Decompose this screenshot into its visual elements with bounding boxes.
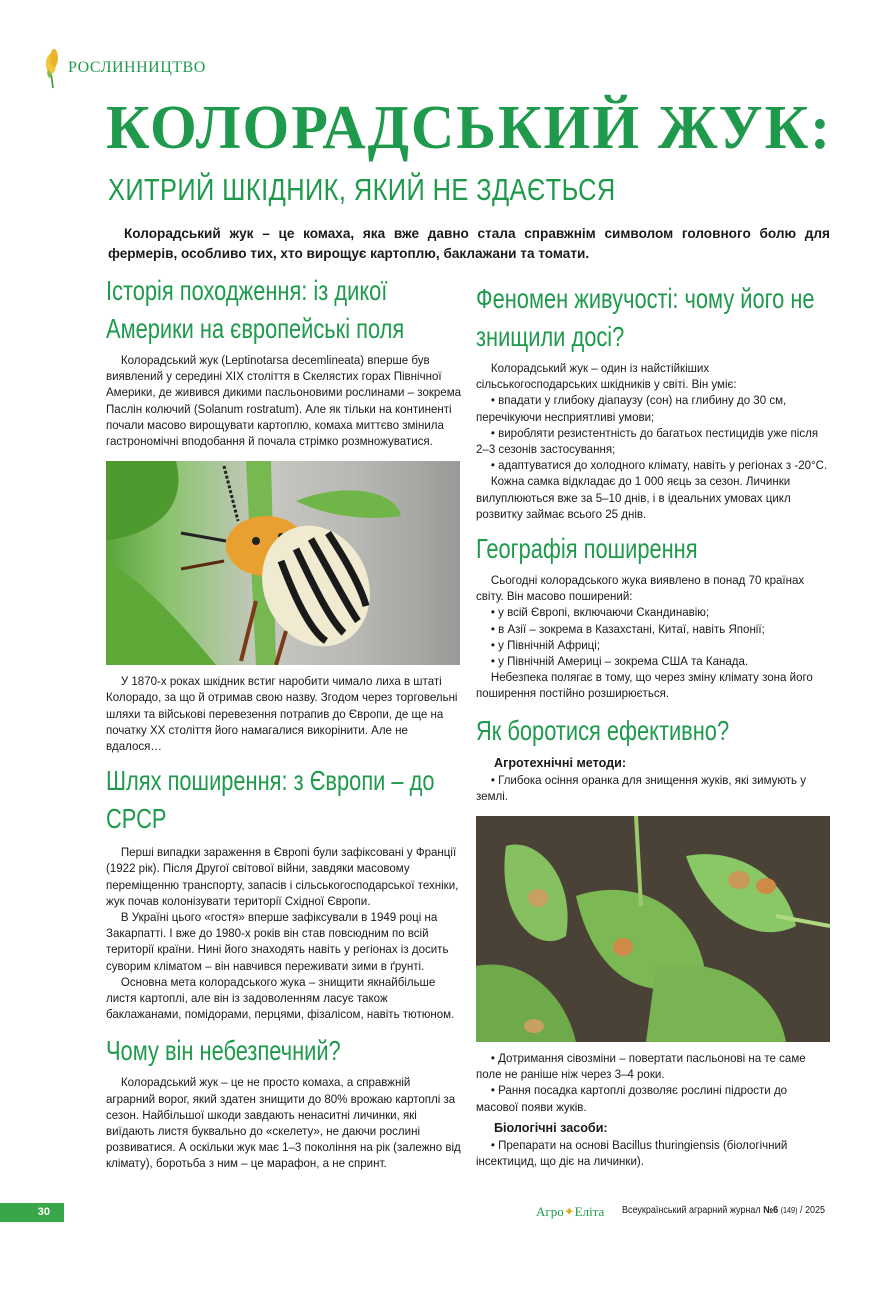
geography-paragraph-2: Небезпека полягає в тому, що через зміну клімату зона його поширення постійно розширюється. bbox=[476, 670, 813, 701]
agro-bullet: • Рання посадка картоплі дозволяє рослині підрости до масової появи жуків. bbox=[476, 1083, 788, 1114]
spread-paragraph-1: Перші випадки зараження в Європі були зафіксовані у Франції (1922 рік). Після Другої світової війни, завдяки масовому переміщенню транспорту, запасів і сільськогосподарської техніки, жук почав колонізувати території Східної Європи. bbox=[106, 845, 459, 908]
article-lead: Колорадський жук – це комаха, яка вже давно стала справжнім символом головного болю для фермерів, особливо тих, хто вирощує картоплю, баклажани та томати. bbox=[108, 226, 830, 261]
spread-paragraph-2: В Україні цього «гостя» вперше зафіксували в 1949 році на Закарпатті. І вже до 1980-х років він став повсюдним по всій території країни. Нині його знаходять навіть у регіонах із досить суворим кліматом – він навчився переживати зими в ґрунті. bbox=[106, 910, 449, 973]
vitality-paragraph-1: Колорадський жук – один із найстійкіших сільськогосподарських шкідників у світі. Він уміє: bbox=[476, 361, 737, 392]
bio-bullet: • Препарати на основі Bacillus thuringiensis (біологічний інсектицид, що діє на личинки). bbox=[476, 1137, 788, 1169]
beetle-illustration-icon bbox=[106, 461, 460, 665]
article-subtitle: ХИТРИЙ ШКІДНИК, ЯКИЙ НЕ ЗДАЄТЬСЯ bbox=[108, 172, 616, 207]
bio-methods-label: Біологічні засоби: bbox=[494, 1120, 608, 1135]
heading-fight: Як боротися ефективно? bbox=[476, 714, 730, 746]
logo-star-icon: ✦ bbox=[563, 1204, 575, 1219]
potato-plants-illustration-icon bbox=[476, 816, 830, 1042]
spread-paragraph-3: Основна мета колорадського жука – знищити якнайбільше листя картоплі, але він із задоволенням ласує також баклажанами, помідорами, перцями, фізалісом, навіть тютюном. bbox=[106, 974, 455, 1022]
left-column bbox=[106, 272, 461, 1172]
right-column bbox=[476, 280, 831, 1169]
colorado-beetle-photo bbox=[106, 461, 460, 665]
history-paragraph-1: Колорадський жук (Leptinotarsa decemlineata) вперше був виявлений у середині XIX століття в Скелястих горах Північної Америки, де живився дикими пасльоновими рослинами – зокрема Паслін колючий (Solanum rostratum). Але як тільки на континенті почали масово вирощувати картоплю, комаха миттєво змінила гастрономічні вподобання й почала стрімко розмножуватися. bbox=[106, 353, 462, 449]
journal-issue-total: (149) bbox=[780, 1206, 798, 1215]
geography-paragraph-1: Сьогодні колорадського жука виявлено в понад 70 країнах світу. Він масово поширений: bbox=[476, 573, 805, 604]
article-title: КОЛОРАДСЬКИЙ ЖУК: bbox=[106, 94, 833, 162]
geography-bullet: • у Північній Африці; bbox=[490, 637, 601, 652]
heading-danger: Чому він небезпечний? bbox=[106, 1035, 341, 1067]
page-number: 30 bbox=[0, 1203, 64, 1222]
geography-bullet: • у Північній Америці – зокрема США та Канада. bbox=[490, 654, 749, 669]
agro-bullet: • Глибока осіння оранка для знищення жуків, які зимують у землі. bbox=[476, 772, 807, 803]
vitality-paragraph-2: Кожна самка відкладає до 1 000 яєць за сезон. Личинки вилуплюються вже за 5–10 днів, і в ідеальних умовах цикл розвитку займає всього 25 днів. bbox=[476, 474, 791, 521]
agro-methods-label: Агротехнічні методи: bbox=[494, 755, 627, 770]
journal-info bbox=[622, 1205, 825, 1216]
heading-geography: Географія поширення bbox=[476, 533, 698, 565]
heading-spread: Шлях поширення: з Європи – до СРСР bbox=[106, 765, 435, 835]
agro-bullet: • Дотримання сівозміни – повертати пасльонові на те саме поле не раніше ніж через 3–4 роки. bbox=[476, 1051, 806, 1082]
section-tag bbox=[42, 42, 206, 90]
potato-field-photo bbox=[476, 816, 830, 1042]
geography-bullet: • в Азії – зокрема в Казахстані, Китаї, навіть Японії; bbox=[490, 621, 765, 636]
history-paragraph-2: У 1870-х роках шкідник встиг наробити чимало лиха в штаті Колорадо, за що й отримав свою назву. Згодом через торговельні шляхи та військові перевезення потрапив до Європи, де ще на початку XX століття його намагалися викорінити. Але не вдалося… bbox=[106, 674, 458, 754]
wheat-icon bbox=[42, 42, 64, 90]
logo-right: Еліта bbox=[574, 1204, 605, 1219]
journal-issue: №6 bbox=[763, 1205, 779, 1216]
section-label: РОСЛИННИЦТВО bbox=[68, 59, 206, 76]
vitality-bullet: • впадати у глибоку діапаузу (сон) на глибину до 30 см, перечікуючи несприятливі умови; bbox=[476, 393, 787, 424]
heading-vitality: Феномен живучості: чому його не знищили досі? bbox=[476, 283, 815, 352]
geography-bullet: • у всій Європі, включаючи Скандинавію; bbox=[490, 605, 710, 620]
journal-logo bbox=[536, 1204, 604, 1220]
heading-history: Історія походження: із дикої Америки на європейські поля bbox=[106, 275, 405, 344]
danger-paragraph-1: Колорадський жук – це не просто комаха, а справжній аграрний ворог, який здатен знищити до 80% врожаю картоплі за сезон. Найбільшої шкоди завдають ненаситні личинки, які виїдають листя буквально до «скелету», не даючи рослині розвиватися. А оскільки жук має 1–3 покоління на рік (залежно від клімату), боротьба з ним – це марафон, а не спринт. bbox=[106, 1075, 461, 1171]
logo-left: Агро bbox=[536, 1204, 564, 1219]
journal-year: / 2025 bbox=[799, 1205, 826, 1216]
journal-name: Всеукраїнський аграрний журнал bbox=[622, 1205, 761, 1216]
vitality-bullet: • адаптуватися до холодного клімату, навіть у регіонах з -20°С. bbox=[490, 458, 828, 473]
vitality-bullet: • виробляти резистентність до багатьох пестицидів уже після 2–3 сезонів застосування; bbox=[476, 425, 819, 457]
